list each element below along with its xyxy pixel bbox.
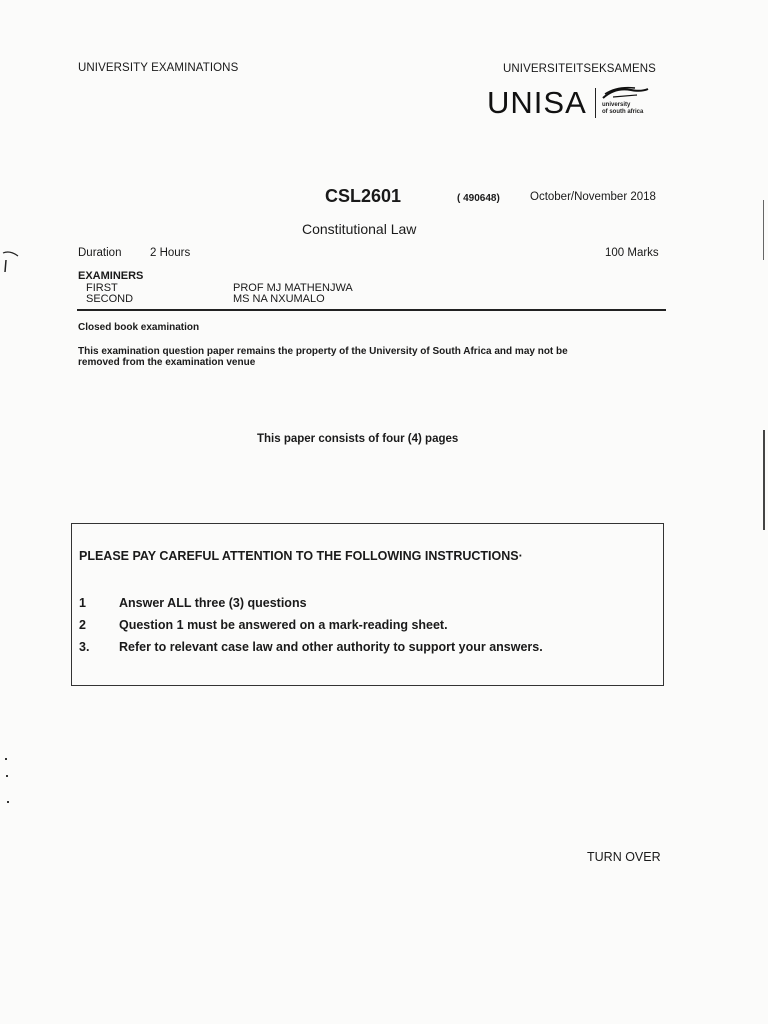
instruction-text-1: Answer ALL three (3) questions	[119, 596, 307, 610]
page-count-note: This paper consists of four (4) pages	[257, 433, 459, 445]
header-rule	[77, 309, 666, 311]
unisa-logo	[487, 85, 657, 125]
instruction-number-3: 3.	[79, 640, 90, 654]
total-marks: 100 Marks	[605, 247, 659, 259]
property-note-line1: This examination question paper remains the property of the University of South Africa and may not be	[78, 346, 568, 357]
paper-number: ( 490648)	[457, 193, 500, 204]
examiner-name-first: PROF MJ MATHENJWA	[233, 282, 353, 294]
closed-book-note: Closed book examination	[78, 322, 200, 333]
header-right: UNIVERSITEITSEKSAMENS	[503, 63, 656, 75]
logo-tagline-2: of south africa	[602, 109, 644, 115]
turn-over-label: TURN OVER	[587, 850, 661, 864]
scan-dot	[6, 775, 8, 777]
scan-edge-line	[763, 200, 764, 260]
examiners-heading: EXAMINERS	[78, 270, 144, 282]
instruction-number-1: 1	[79, 596, 86, 610]
exam-session: October/November 2018	[530, 191, 656, 203]
instruction-text-3: Refer to relevant case law and other authority to support your answers.	[119, 640, 543, 654]
instructions-heading: PLEASE PAY CAREFUL ATTENTION TO THE FOLLOWING INSTRUCTIONS·	[79, 549, 523, 563]
scan-edge-line	[763, 430, 765, 530]
instruction-text-2: Question 1 must be answered on a mark-reading sheet.	[119, 618, 448, 632]
examiner-name-second: MS NA NXUMALO	[233, 293, 325, 305]
scan-dot	[7, 801, 9, 803]
property-note-line2: removed from the examination venue	[78, 357, 256, 368]
unisa-wordmark: UNISA	[487, 85, 587, 120]
header-left: UNIVERSITY EXAMINATIONS	[78, 62, 239, 74]
examiner-role-second: SECOND	[86, 293, 134, 305]
duration-label: Duration	[78, 247, 122, 259]
instructions-box	[71, 523, 664, 686]
scan-dot	[5, 758, 7, 760]
course-code: CSL2601	[325, 186, 402, 206]
examiner-role-first: FIRST	[86, 282, 118, 294]
logo-emblem-icon	[601, 85, 649, 101]
logo-tagline-1: university	[602, 102, 631, 108]
logo-divider	[595, 88, 596, 118]
instruction-number-2: 2	[79, 618, 86, 632]
scan-mark-icon	[2, 250, 20, 274]
subject-title: Constitutional Law	[302, 221, 417, 237]
duration-value: 2 Hours	[150, 247, 191, 259]
